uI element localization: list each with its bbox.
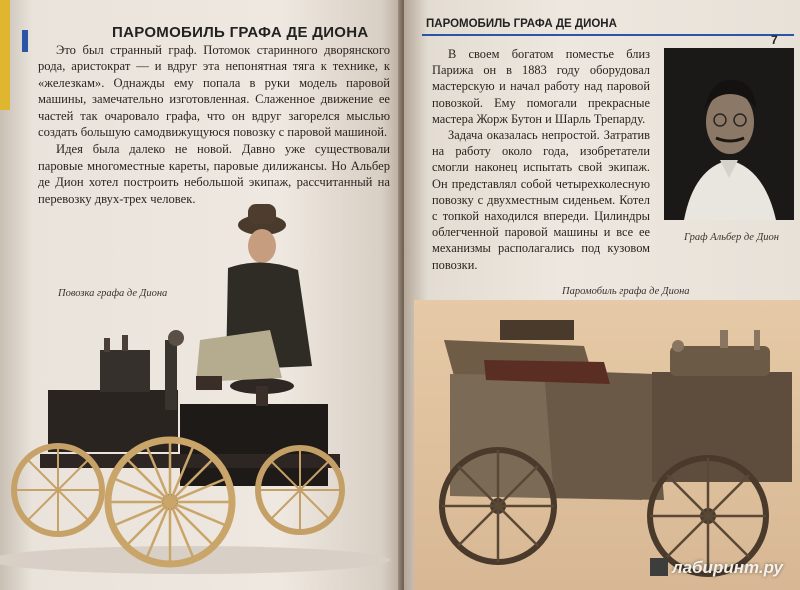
body-text — [38, 42, 390, 208]
page-header: ПАРОМОБИЛЬ ГРАФА ДЕ ДИОНА — [426, 18, 617, 30]
watermark-text: лабиринт.ру — [672, 558, 783, 577]
page-number: 7 — [771, 33, 778, 47]
header-marker — [22, 30, 28, 52]
steam-carriage-illustration — [0, 190, 402, 590]
paragraph: В своем богатом поместье близ Парижа он в 1883 году оборудовал мастерскую и начал работу над паровой повозкой. Ему помогали прекрасные мастера Жорж Бутон и Шарль Трепарду. — [432, 47, 650, 126]
portrait-caption: Граф Альбер де Дион — [684, 232, 779, 243]
section-tab — [0, 0, 10, 110]
paragraph: Задача оказалась непростой. Затратив на работу около года, изобретатели смогли наконец испытать свой экипаж. Он представлял собой четырехколесную повозку с двухместным сиденьем. Котел с топкой находился впереди. Цилиндры облегченной паровой машины и все ее механизмы располагались под кузовом повозки. — [432, 128, 650, 272]
steam-car-photo — [414, 300, 800, 590]
body-text — [432, 46, 650, 273]
paragraph: Идея была далеко не новой. Давно уже существовали паровые многоместные кареты, паровые дилижансы. Но Альбер де Дион хотел построить небольшой экипаж, рассчитанный на перевозку двух-трех человек. — [38, 142, 390, 206]
paragraph: Это был странный граф. Потомок старинного дворянского рода, аристократ — и вдруг эта непонятная тяга к технике, к «железкам». Однажды ему попала в руки модель паровой машины, замечательно изготовленная. Слаженное движение ее частей так очаровало графа, что он вдруг загорелся мыслью создать большую самодвижущуюся повозку с паровой машиной. — [38, 43, 390, 140]
right-page — [404, 0, 800, 590]
header-rule — [422, 34, 794, 36]
photo-caption: Паромобиль графа де Диона — [562, 286, 690, 297]
illustration-caption: Повозка графа де Диона — [58, 288, 168, 299]
page-header: ПАРОМОБИЛЬ ГРАФА ДЕ ДИОНА — [112, 24, 369, 41]
portrait-photo — [664, 48, 794, 220]
labirint-logo-icon — [650, 558, 668, 576]
watermark — [650, 558, 783, 578]
